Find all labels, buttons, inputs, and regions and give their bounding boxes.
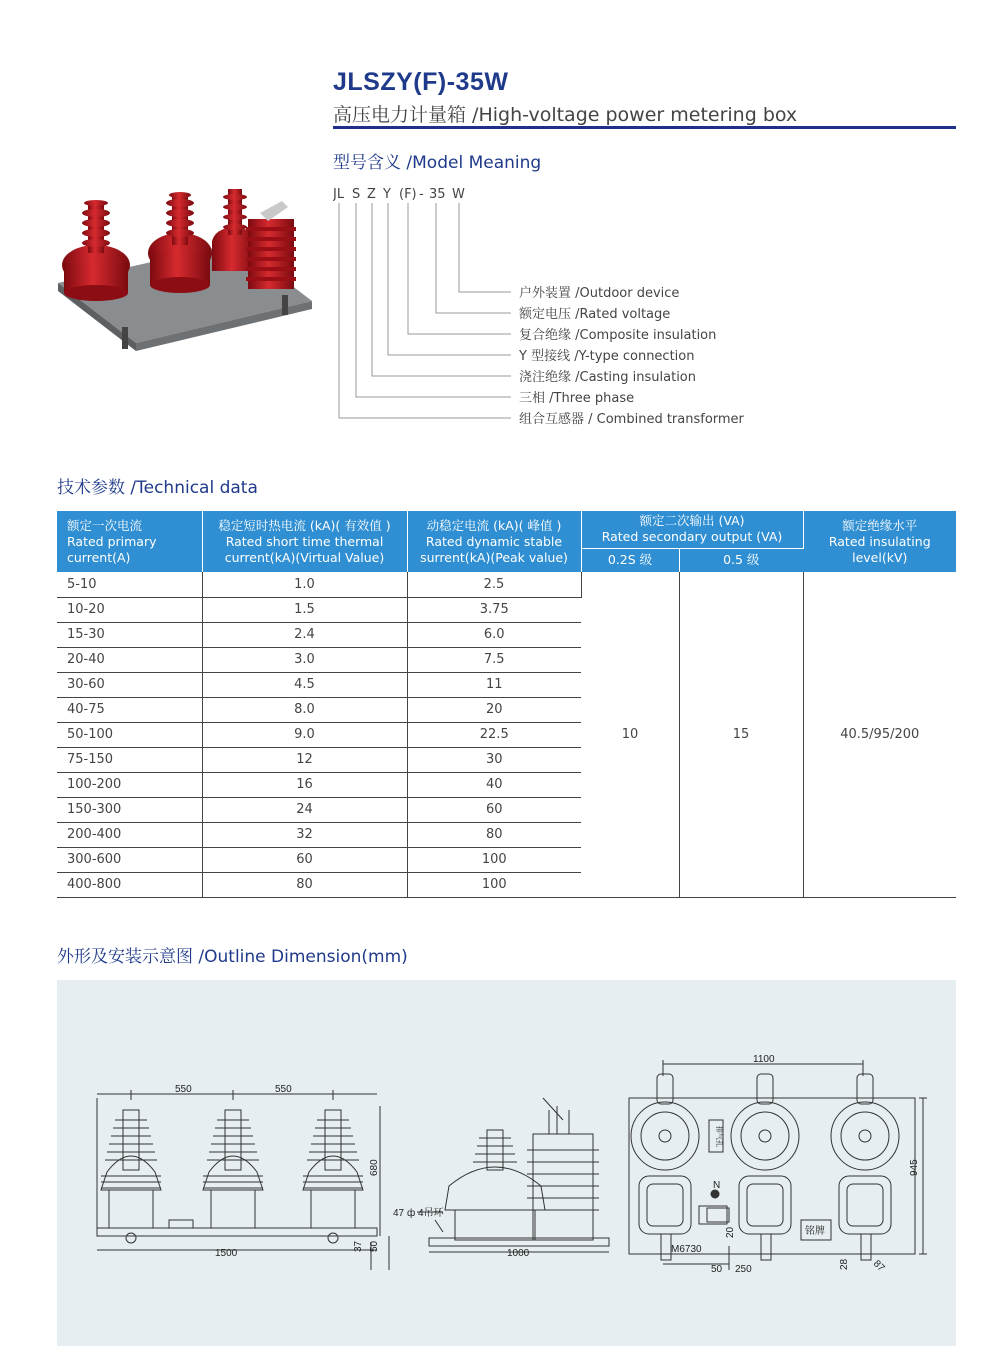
- top-d20: 20: [725, 1226, 736, 1238]
- cell-dynamic-current: 40: [407, 772, 581, 797]
- top-d87: 87: [870, 1258, 887, 1274]
- meaning-composite: 复合绝缘 /Composite insulation: [519, 328, 717, 343]
- cell-primary-current: 40-75: [57, 697, 202, 722]
- top-depth: 945: [909, 1159, 920, 1176]
- cell-primary-current: 5-10: [57, 572, 202, 597]
- cell-thermal-current: 8.0: [202, 697, 407, 722]
- cell-dynamic-current: 100: [407, 872, 581, 897]
- meaning-outdoor: 户外装置 /Outdoor device: [519, 286, 680, 301]
- header-class-05: 0.5 级: [679, 548, 803, 572]
- code-letter-y: Y: [383, 187, 391, 202]
- code-letter-dash: -: [419, 187, 424, 202]
- top-width: 1100: [753, 1054, 775, 1065]
- top-d250: 250: [735, 1264, 752, 1275]
- cell-dynamic-current: 6.0: [407, 622, 581, 647]
- top-n-label: N: [713, 1180, 721, 1191]
- cell-dynamic-current: 80: [407, 822, 581, 847]
- meaning-y-type: Y 型接线 /Y-type connection: [519, 349, 695, 364]
- top-nameplate: 铭牌: [805, 1226, 825, 1237]
- cell-thermal-current: 80: [202, 872, 407, 897]
- model-meaning-heading: 型号含义 /Model Meaning: [333, 153, 542, 173]
- code-letter-z: Z: [367, 187, 376, 202]
- product-photo: [56, 183, 314, 353]
- cell-primary-current: 300-600: [57, 847, 202, 872]
- cell-output-05: 15: [679, 572, 803, 897]
- cell-dynamic-current: 3.75: [407, 597, 581, 622]
- outline-heading: 外形及安装示意图 /Outline Dimension(mm): [57, 947, 408, 967]
- cell-thermal-current: 24: [202, 797, 407, 822]
- title-divider: [333, 126, 956, 129]
- header-class-02s: 0.2S 级: [581, 548, 679, 572]
- top-vent: 排气孔: [715, 1126, 722, 1147]
- cell-primary-current: 75-150: [57, 747, 202, 772]
- cell-thermal-current: 3.0: [202, 647, 407, 672]
- technical-table: [57, 511, 956, 898]
- side-lift: ф 4吊环: [407, 1208, 444, 1219]
- cell-primary-current: 30-60: [57, 672, 202, 697]
- cell-thermal-current: 9.0: [202, 722, 407, 747]
- code-letter-f: (F): [399, 187, 417, 202]
- code-letter-35: 35: [429, 187, 446, 202]
- outline-drawing: [57, 980, 956, 1346]
- top-d28: 28: [839, 1258, 850, 1270]
- top-view: [629, 1060, 927, 1270]
- code-letter-s: S: [352, 187, 361, 202]
- model-code-diagram: [333, 185, 763, 430]
- meaning-three-phase: 三相 /Three phase: [519, 391, 635, 406]
- side-view: [417, 1098, 609, 1252]
- cell-primary-current: 100-200: [57, 772, 202, 797]
- cell-dynamic-current: 20: [407, 697, 581, 722]
- page-title: JLSZY(F)-35W: [333, 68, 509, 96]
- table-row: [57, 572, 956, 597]
- cell-dynamic-current: 7.5: [407, 647, 581, 672]
- cell-primary-current: 200-400: [57, 822, 202, 847]
- cell-thermal-current: 32: [202, 822, 407, 847]
- header-thermal-current: 稳定短时热电流 (kA)( 有效值 ) Rated short time thermal current(kA)(Virtual Value): [202, 511, 407, 572]
- meaning-voltage: 额定电压 /Rated voltage: [519, 307, 671, 322]
- code-letter-jl: JL: [333, 187, 345, 202]
- front-height: 680: [369, 1159, 380, 1176]
- cell-dynamic-current: 22.5: [407, 722, 581, 747]
- technical-heading: 技术参数 /Technical data: [57, 478, 258, 498]
- cell-dynamic-current: 100: [407, 847, 581, 872]
- front-span-1: 550: [175, 1084, 192, 1095]
- front-view: [97, 1090, 389, 1270]
- cell-primary-current: 10-20: [57, 597, 202, 622]
- cell-primary-current: 50-100: [57, 722, 202, 747]
- cell-primary-current: 150-300: [57, 797, 202, 822]
- cell-thermal-current: 4.5: [202, 672, 407, 697]
- cell-primary-current: 20-40: [57, 647, 202, 672]
- front-d50: 50: [369, 1240, 380, 1252]
- cell-thermal-current: 1.5: [202, 597, 407, 622]
- front-length: 1500: [215, 1248, 238, 1259]
- front-span-2: 550: [275, 1084, 292, 1095]
- front-d37: 37: [353, 1240, 364, 1252]
- cell-primary-current: 400-800: [57, 872, 202, 897]
- header-secondary-output: 额定二次输出 (VA) Rated secondary output (VA): [581, 511, 803, 548]
- cell-dynamic-current: 60: [407, 797, 581, 822]
- cell-thermal-current: 1.0: [202, 572, 407, 597]
- top-bolt: M6730: [671, 1244, 702, 1255]
- cell-primary-current: 15-30: [57, 622, 202, 647]
- top-d50: 50: [711, 1264, 723, 1275]
- cell-thermal-current: 12: [202, 747, 407, 772]
- side-length: 1000: [507, 1248, 530, 1259]
- cell-dynamic-current: 2.5: [407, 572, 581, 597]
- cell-output-02s: 10: [581, 572, 679, 897]
- outline-drawing-panel: [57, 980, 956, 1346]
- header-dynamic-current: 动稳定电流 (kA)( 峰值 ) Rated dynamic stable surrent(kA)(Peak value): [407, 511, 581, 572]
- cell-thermal-current: 60: [202, 847, 407, 872]
- cell-dynamic-current: 30: [407, 747, 581, 772]
- header-primary-current: 额定一次电流 Rated primary current(A): [57, 511, 202, 572]
- cell-thermal-current: 2.4: [202, 622, 407, 647]
- meaning-casting: 浇注绝缘 /Casting insulation: [519, 370, 697, 385]
- cell-dynamic-current: 11: [407, 672, 581, 697]
- cell-insulation-level: 40.5/95/200: [803, 572, 956, 897]
- page-subtitle: 高压电力计量箱 /High-voltage power metering box: [333, 104, 798, 126]
- code-letter-w: W: [452, 187, 465, 202]
- side-hole: 47: [393, 1208, 405, 1219]
- meaning-combined: 组合互感器 / Combined transformer: [519, 412, 744, 427]
- cell-thermal-current: 16: [202, 772, 407, 797]
- header-insulation-level: 额定绝缘水平 Rated insulating level(kV): [803, 511, 956, 572]
